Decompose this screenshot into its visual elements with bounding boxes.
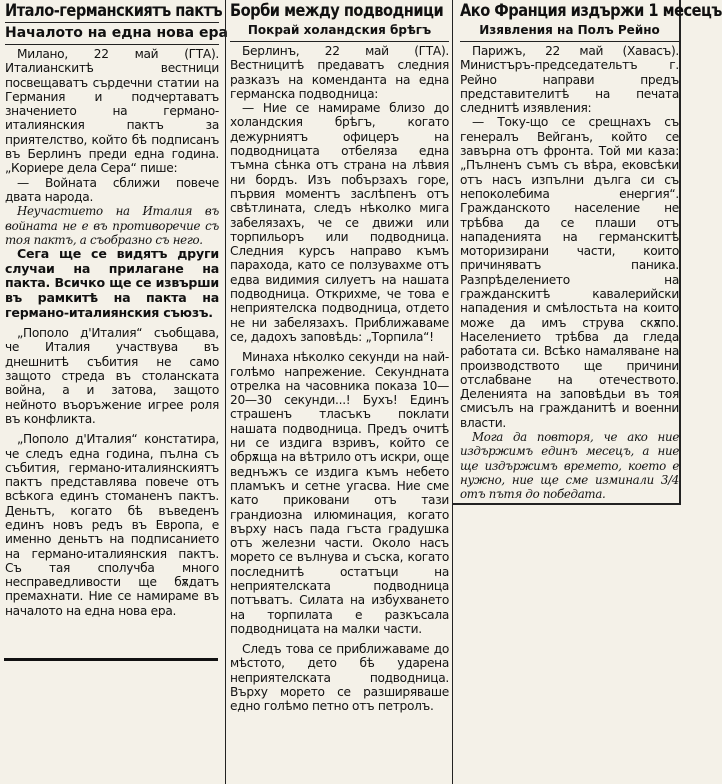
article-submarine-battles bbox=[225, 0, 453, 784]
paragraph-bold: Сега ще се видятъ други случаи на прилагане на пакта. Всичко ще се извърши въ рамкитѣ на пакта на германо-италиянския съюзъ. bbox=[5, 246, 219, 320]
divider bbox=[230, 41, 449, 42]
paragraph: Минаха нѣколко секунди на най-голѣмо напрежение. Секундната отрелка на часовника показа 10—20—30 секунди...! Бухъ! Единъ страшенъ тласъкъ поклати нашата подводница. Предъ очитѣ ни се издига взривъ, който се обрѫща на вѣтрило отъ искри, още веднъжъ се издига къмъ небето пламъкъ и сетне угасва. Ние сме като приковани отъ тази грандиозна илюминация, когато върху насъ пада гъста градушка отъ железни части. Около насъ морето се вълнува и съска, когато последнитѣ остатъци на неприятелската подводница потъватъ. Силата на избухването на торпилата е разкъсала подводницата на малки части. bbox=[230, 350, 449, 636]
headline-france: Ако Франция издържи 1 месецъ bbox=[460, 1, 722, 21]
paragraph-italic: Мога да повторя, че ако ние издържимъ единъ месецъ, а ние ще издържимъ времето, което е нужно, ние ще сме изминали 3/4 отъ пътя до победата. bbox=[460, 430, 679, 502]
paragraph: Следъ това се приближаваме до мѣстото, дето бѣ ударена неприятелската подводница. Върху морето се разширяваше едно голѣмо петно отъ петролъ. bbox=[230, 642, 449, 714]
headline-submarines: Борби между подводници bbox=[230, 1, 444, 21]
subheadline-dutch-coast: Покрай холандския брѣгъ bbox=[247, 23, 432, 37]
column-end-rule bbox=[4, 658, 218, 661]
article-italo-german-pact bbox=[0, 0, 228, 784]
headline-pact: Итало-германскиятъ пактъ bbox=[5, 1, 223, 21]
paragraph: — Войната сближи повече двата народа. bbox=[5, 175, 219, 204]
paragraph-italic: Неучастието на Италия въ войната не е въ противоречие съ тоя пактъ, а съобразно съ него. bbox=[5, 204, 219, 247]
subheadline-reynaud: Изявления на Полъ Рейно bbox=[479, 23, 660, 37]
divider bbox=[5, 22, 219, 23]
paragraph: „Пополо д'Италия“ констатира, че следъ една година, пълна съ събития, германо-италиянскиятъ пактъ представлява повече отъ всѣкога единъ стоманенъ пактъ. Деньтъ, когато бѣ въведенъ единъ новъ редъ въ Европа, е именно деньтъ на подписанието на германо-италиянския пактъ. Съ тая сполучба много несправедливости ще бѫдатъ премахнати. Ние се намираме въ началото на една нова ера. bbox=[5, 432, 219, 618]
paragraph: Милано, 22 май (ГТА). Италианскитѣ вестници посвещаватъ сърдечни статии на Германия и подчертаватъ значението на германо-италиянския пактъ за приятелство, който бѣ подписанъ въ Берлинъ преди една година. „Кориере дела Сера“ пише: bbox=[5, 47, 219, 176]
paragraph: Парижъ, 22 май (Хавасъ). Министъръ-председательтъ г. Рейно направи предъ представителитѣ на печата следнитѣ изявления: bbox=[460, 44, 679, 116]
paragraph: „Пополо д'Италия“ съобщава, че Италия участвува въ днешнитѣ събития не само защото стреда въ столанската война, а и затова, защото нейното въоръжение игрее роля въ конфликта. bbox=[5, 326, 219, 426]
divider bbox=[460, 41, 679, 42]
paragraph: — Ние се намираме близо до холандския брѣгъ, когато дежурниятъ офицеръ на подводницата отбеляза една тъмна сѣнка отъ страна на лѣвия ни бордъ. Изъ побързахъ горе, първия моментъ заслѣпенъ отъ свѣтлината, следъ нѣколко мига забелязахъ, че се движи или торпильоръ или подводница. Следния курсъ направо къмъ парахода, като се ползувахме отъ едва видимия силуетъ на нашата подводница. Открихме, че това е неприятелска подводница, отдето не ни забелязахъ. Приближаваме се, дадохъ заповѣдь: „Торпила“! bbox=[230, 101, 449, 344]
paragraph: Берлинъ, 22 май (ГТА). Вестницитѣ предаватъ следния разказъ на коменданта на една германска подводница: bbox=[230, 44, 449, 101]
subheadline-new-era: Началото на една нова ера bbox=[5, 25, 228, 41]
article-france-month bbox=[456, 0, 722, 505]
paragraph: — Току-що се срещнахъ съ генералъ Вейганъ, който се завърна отъ фронта. Той ми каза: „Пълненъ съмъ съ вѣра, ековсѣки отъ насъ изпълни дълга си съ непоколебима енергия“. Гражданското население не трѣбва да се плаши отъ нападенията на германскитѣ моторизирани части, които причиняватъ паника. Разпрѣделението на гражданскитѣ кавалерийски нападения и смѣлостьта на които може да имъ струва скѫпо. Населението трѣбва да гледа работата си. Всѣко намаляване на производството ще причини отслабване на отечеството. Деленията на заповѣдьи въ тоя смисълъ на гражданитѣ и военни власти. bbox=[460, 115, 679, 430]
divider bbox=[5, 44, 219, 45]
